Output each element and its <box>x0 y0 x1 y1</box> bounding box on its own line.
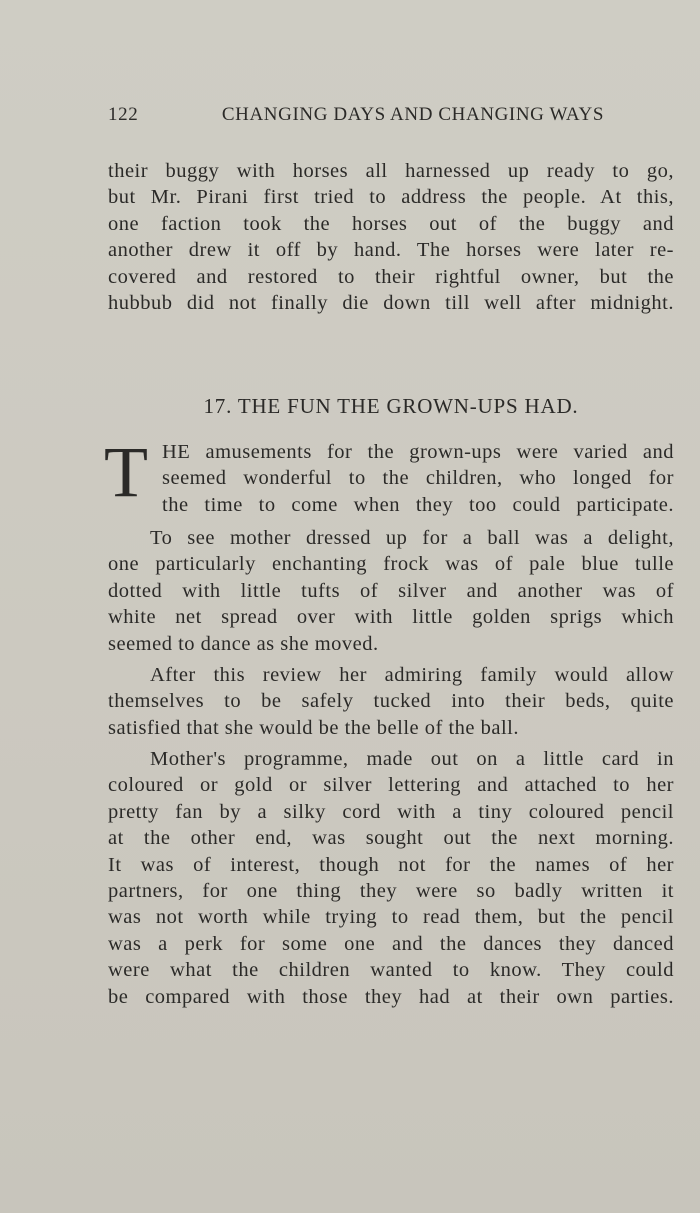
text-line: at the other end, was sought out the next morning. <box>108 827 674 850</box>
text-line: one particularly enchanting frock was of pale blue tulle <box>108 553 674 576</box>
running-title: CHANGING DAYS AND CHANGING WAYS <box>221 104 604 125</box>
text-line: themselves to be safely tucked into their beds, quite <box>108 690 674 713</box>
text-line: covered and restored to their rightful owner, but the <box>108 265 674 288</box>
text-line: the time to come when they too could participate. <box>162 493 674 516</box>
text-line: HE amusements for the grown-ups were varied and <box>162 441 674 463</box>
text-line: was not worth while trying to read them, but the pencil <box>108 906 674 929</box>
text-line: hubbub did not finally die down till well after midnight. <box>108 291 674 314</box>
text-line: one faction took the horses out of the buggy and <box>108 212 674 235</box>
text-line: be compared with those they had at their own parties. <box>108 985 674 1008</box>
text-line: white net spread over with little golden sprigs which <box>108 606 674 629</box>
paragraph <box>108 525 674 657</box>
paragraph <box>108 662 674 741</box>
page-number: 122 <box>108 104 139 125</box>
text-line: dotted with little tufts of silver and another was of <box>108 579 674 602</box>
text-line: another drew it off by hand. The horses were later re- <box>108 239 674 262</box>
text-line: pretty fan by a silky cord with a tiny coloured pencil <box>108 800 674 823</box>
text-line: satisfied that she would be the belle of the ball. <box>108 716 519 739</box>
paragraph <box>108 746 674 1010</box>
text-line: but Mr. Pirani first tried to address the people. At this, <box>108 186 674 209</box>
paragraph-continued <box>108 158 674 316</box>
page-header <box>108 104 604 132</box>
text-line: After this review her admiring family would allow <box>150 664 674 686</box>
text-line: was a perk for some one and the dances they danced <box>108 932 674 955</box>
text-line: seemed wonderful to the children, who longed for <box>162 467 674 490</box>
section-heading: 17. THE FUN THE GROWN-UPS HAD. <box>203 394 579 418</box>
text-line: Mother's programme, made out on a little card in <box>150 748 674 770</box>
text-line: partners, for one thing they were so badly written it <box>108 879 674 902</box>
text-line: were what the children wanted to know. They could <box>108 959 674 982</box>
text-line: To see mother dressed up for a ball was a delight, <box>150 527 674 549</box>
text-line: their buggy with horses all harnessed up ready to go, <box>108 160 674 182</box>
text-line: seemed to dance as she moved. <box>108 632 379 655</box>
drop-cap: T <box>104 432 148 512</box>
paragraph-opening <box>162 439 674 518</box>
text-line: coloured or gold or silver lettering and attached to her <box>108 774 674 797</box>
text-line: It was of interest, though not for the names of her <box>108 853 674 876</box>
